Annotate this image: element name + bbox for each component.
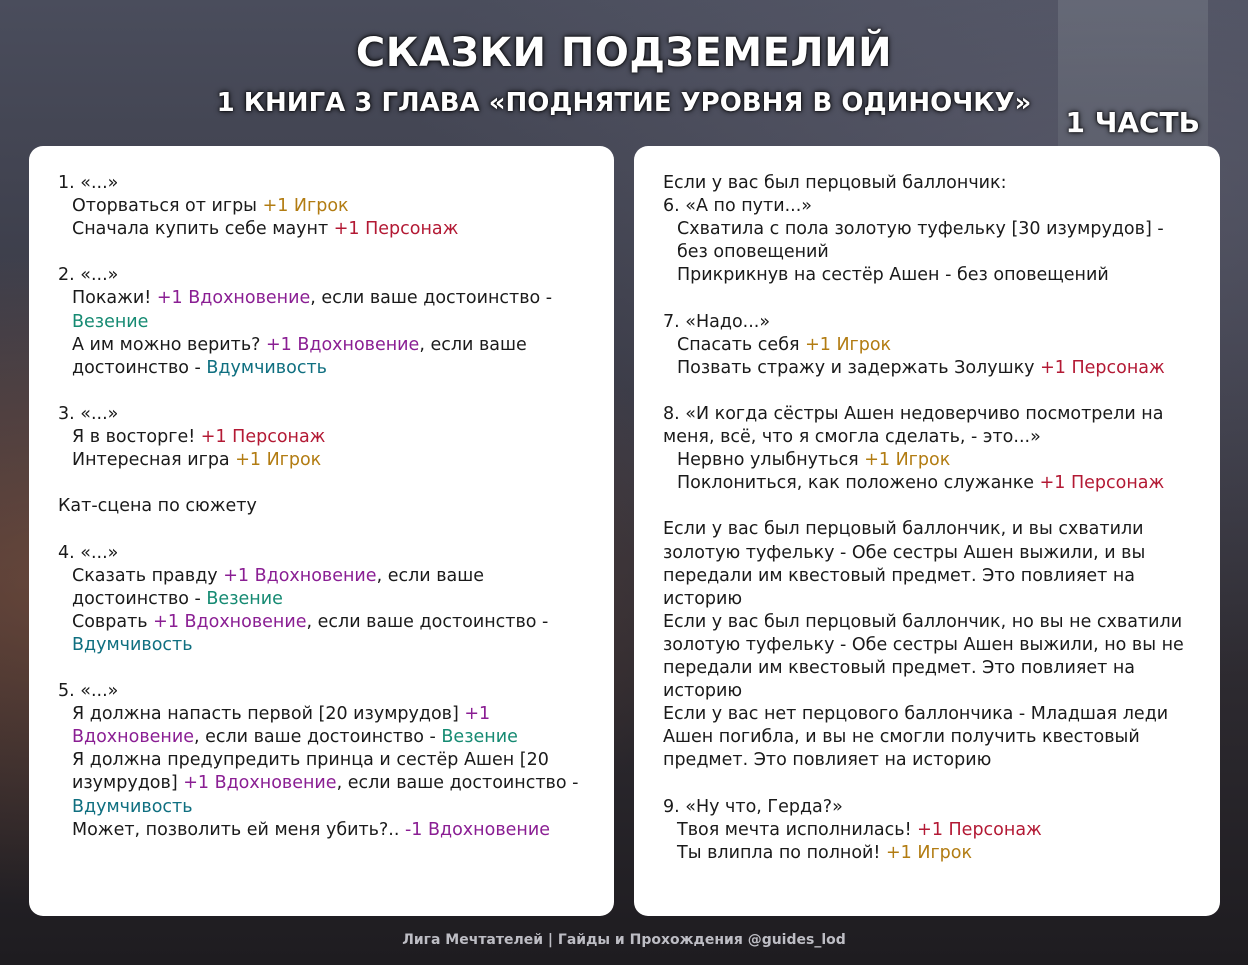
section-line	[663, 611, 1200, 703]
spacer	[58, 380, 594, 403]
section-line	[58, 680, 594, 703]
line-text: 4. «...»	[58, 542, 119, 563]
line-text: А им можно верить?	[72, 334, 266, 355]
spacer	[58, 518, 594, 541]
line-text: Ты влипла по полной!	[677, 842, 887, 863]
choice-line	[58, 565, 594, 611]
line-text: 9. «Ну что, Герда?»	[663, 796, 843, 817]
section-line	[663, 172, 1200, 195]
stat-effect: +1 Игрок	[886, 842, 973, 863]
section-line	[58, 403, 594, 426]
line-text: Покажи!	[72, 288, 157, 309]
line-text: Если у вас нет перцового баллончика - Младшая леди Ашен погибла, и вы не смогли получить квестовый предмет. Это повлияет на историю	[663, 704, 1169, 771]
choice-line	[58, 611, 594, 657]
line-text: , если ваше достоинство -	[72, 334, 527, 378]
line-text: Сначала купить себе маунт	[72, 219, 334, 240]
line-text: , если ваше достоинство -	[193, 727, 442, 748]
spacer	[663, 495, 1200, 518]
line-text: 1. «...»	[58, 173, 119, 193]
stat-effect: Везение	[72, 311, 149, 332]
stat-effect: +1 Вдохновение	[265, 334, 420, 355]
stat-effect: Вдумчивость	[206, 357, 327, 378]
line-text: Прикрикнув на сестёр Ашен - без оповещений	[677, 265, 1109, 286]
line-text: Спасать себя	[677, 334, 806, 355]
stat-effect: +1 Вдохновение	[153, 611, 307, 632]
stat-effect: +1 Персонаж	[1040, 357, 1165, 378]
stat-effect: +1 Вдохновение	[223, 565, 377, 586]
line-text: Поклониться, как положено служанке	[677, 473, 1040, 494]
line-text: 8. «И когда сёстры Ашен недоверчиво посмотрели на меня, всё, что я смогла сделать, - это...»	[663, 403, 1164, 448]
stat-effect: +1 Игрок	[805, 334, 892, 355]
choice-line	[58, 195, 594, 218]
stat-effect: Вдумчивость	[72, 796, 193, 817]
choice-line	[58, 334, 594, 380]
choice-line	[663, 357, 1200, 380]
line-text: Позвать стражу и задержать Золушку	[677, 357, 1041, 378]
line-text: Нервно улыбнуться	[677, 450, 865, 471]
spacer	[58, 472, 594, 495]
stat-effect: +1 Игрок	[262, 196, 349, 217]
stat-effect: Вдумчивость	[72, 634, 193, 655]
choice-line	[58, 426, 594, 449]
line-text: Если у вас был перцовый баллончик:	[663, 173, 1007, 193]
section-line	[663, 703, 1200, 772]
line-text: , если ваше достоинство -	[310, 288, 553, 309]
line-text: Соврать	[72, 611, 154, 632]
section-line	[663, 311, 1200, 334]
right-panel	[634, 146, 1220, 916]
choice-line	[663, 264, 1200, 287]
page-title: СКАЗКИ ПОДЗЕМЕЛИЙ	[355, 30, 893, 76]
left-panel	[29, 146, 614, 916]
choice-line	[58, 449, 594, 472]
choice-line	[58, 819, 594, 842]
line-text: Схватила с пола золотую туфельку [30 изумрудов] - без оповещений	[677, 219, 1164, 263]
section-line	[58, 172, 594, 195]
spacer	[663, 380, 1200, 403]
line-text: 3. «...»	[58, 403, 119, 424]
spacer	[663, 772, 1200, 795]
part-label: 1 ЧАСТЬ	[1065, 106, 1200, 139]
footer-credits: Лига Мечтателей | Гайды и Прохождения @guides_lod	[402, 932, 846, 948]
choice-line	[58, 218, 594, 241]
choice-line	[663, 842, 1200, 865]
stat-effect: Везение	[441, 727, 518, 748]
line-text: Кат-сцена по сюжету	[58, 496, 257, 517]
line-text: Я в восторге!	[72, 427, 201, 448]
choice-line	[663, 472, 1200, 495]
line-text: , если ваше достоинство -	[72, 565, 485, 609]
choice-line	[663, 819, 1200, 842]
line-text: Сказать правду	[72, 565, 224, 586]
choice-line	[58, 287, 594, 333]
choice-line	[58, 749, 594, 818]
page-subtitle: 1 КНИГА 3 ГЛАВА «ПОДНЯТИЕ УРОВНЯ В ОДИНОЧКУ»	[216, 88, 1032, 118]
line-text: Если у вас был перцовый баллончик, но вы не схватили золотую туфельку - Обе сестры Ашен выжили, но вы не передали им квестовый предмет. Это повлияет на историю	[663, 611, 1184, 702]
line-text: Может, позволить ей меня убить?..	[72, 819, 405, 840]
stat-effect: -1 Вдохновение	[404, 819, 550, 840]
stat-effect: +1 Персонаж	[1039, 473, 1165, 494]
stat-effect: +1 Игрок	[235, 450, 322, 471]
line-text: Я должна напасть первой [20 изумрудов]	[72, 704, 465, 725]
stat-effect: +1 Персонаж	[917, 819, 1042, 840]
line-text: Интересная игра	[72, 450, 236, 471]
stat-effect: +1 Вдохновение	[183, 773, 337, 794]
line-text: 7. «Надо...»	[663, 311, 771, 332]
line-text: 2. «...»	[58, 265, 119, 286]
section-line	[58, 542, 594, 565]
stat-effect: +1 Игрок	[864, 450, 951, 471]
choice-line	[663, 218, 1200, 264]
section-line	[663, 518, 1200, 610]
section-line	[58, 264, 594, 287]
section-line	[58, 495, 594, 518]
line-text: Я должна предупредить принца и сестёр Ашен [20 изумрудов]	[72, 750, 549, 794]
stat-effect: +1 Вдохновение	[72, 704, 491, 748]
choice-line	[58, 703, 594, 749]
line-text: , если ваше достоинство -	[306, 611, 549, 632]
section-line	[663, 403, 1200, 449]
line-text: Твоя мечта исполнилась!	[677, 819, 918, 840]
line-text: 5. «...»	[58, 681, 119, 702]
choice-line	[663, 334, 1200, 357]
stat-effect: +1 Персонаж	[333, 219, 459, 240]
spacer	[58, 241, 594, 264]
line-text: Оторваться от игры	[72, 196, 263, 217]
section-line	[663, 796, 1200, 819]
section-line	[663, 195, 1200, 218]
stat-effect: +1 Персонаж	[200, 427, 326, 448]
stat-effect: Везение	[206, 588, 283, 609]
stat-effect: +1 Вдохновение	[156, 288, 311, 309]
spacer	[58, 657, 594, 680]
line-text: , если ваше достоинство -	[336, 773, 579, 794]
spacer	[663, 287, 1200, 310]
choice-line	[663, 449, 1200, 472]
line-text: Если у вас был перцовый баллончик, и вы схватили золотую туфельку - Обе сестры Ашен выжили, и вы передали им квестовый предмет. Это повлияет на историю	[663, 519, 1146, 609]
line-text: 6. «А по пути...»	[663, 196, 812, 217]
